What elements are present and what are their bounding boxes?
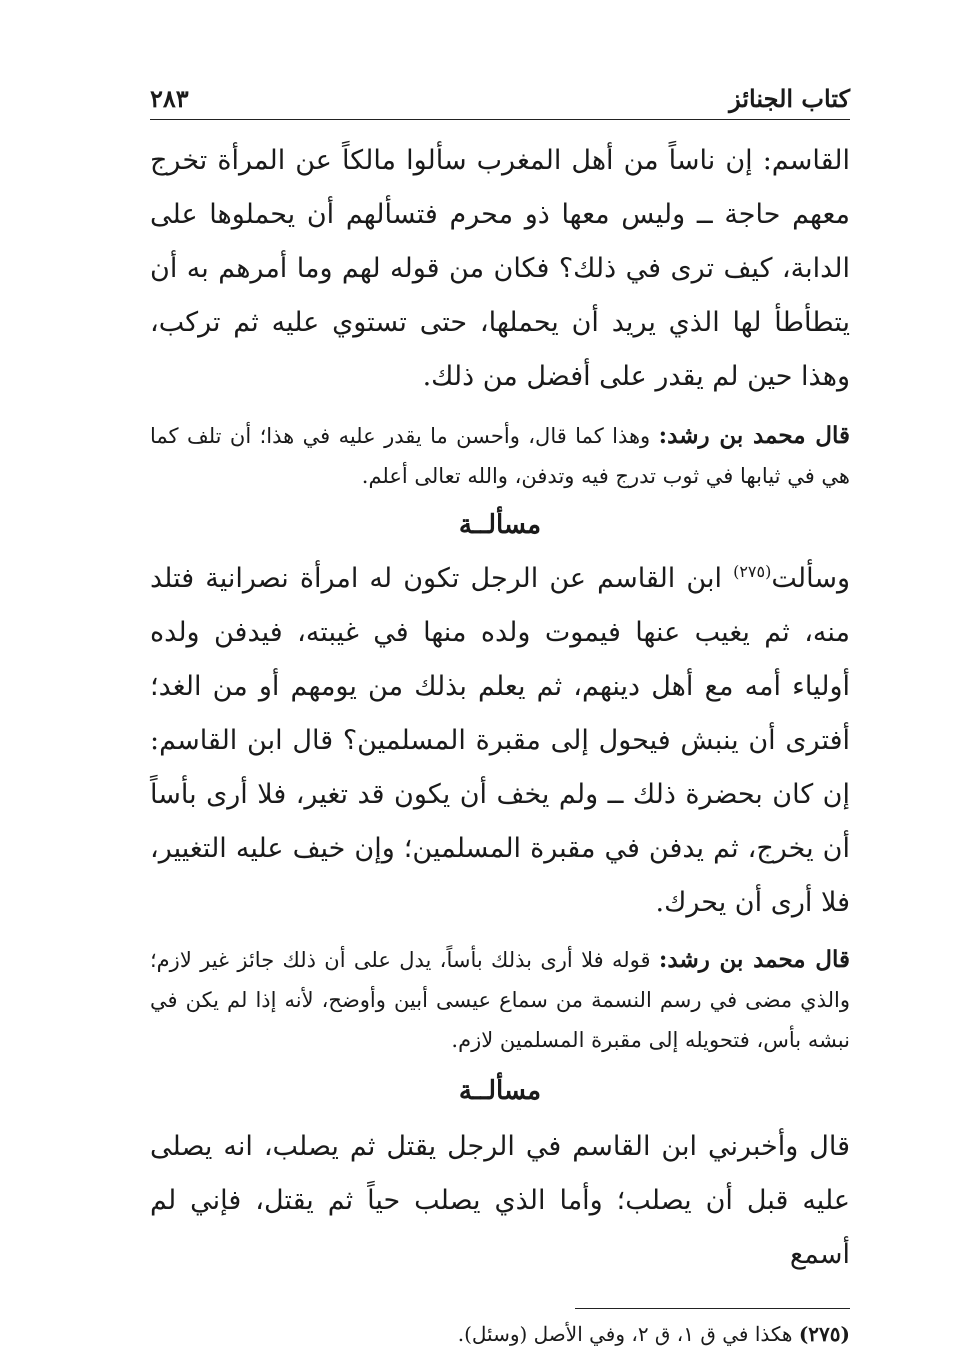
footnote-divider: [575, 1308, 850, 1309]
footnote: [150, 1319, 850, 1349]
footnote-number: (٢٧٥): [798, 1322, 850, 1346]
paragraph-main: قال وأخبرني ابن القاسم في الرجل يقتل ثم يصلب، انه يصلى عليه قبل أن يصلب؛ وأما الذي يصلب حياً ثم يقتل، فإني لم أسمع: [150, 1131, 850, 1270]
page-number: ٢٨٣: [150, 84, 189, 113]
paragraph-main: القاسم: إن ناساً من أهل المغرب سألوا مالكاً عن المرأة تخرج معهم حاجة ــ وليس معها ذو محرم فتسألهم أن يحملوها على الدابة، كيف ترى في ذلك؟ فكان من قوله لهم وما أمرهم به أن يتطأطأ لها الذي يريد أن يحملها، حتى تستوي عليه ثم تركب، وهذا حين لم يقدر على أفضل من ذلك.: [150, 145, 850, 392]
commentary-text: قوله فلا أرى بذلك بأساً، يدل على أن ذلك جائز غير لازم؛ والذي مضى في رسم النسمة من سماع عيسى أبين وأوضح، لأنه إذا لم يكن في نبشه بأس، فتحويله إلى مقبرة المسلمين لازم.: [150, 948, 850, 1052]
commentary-speaker: قال محمد بن رشد:: [658, 946, 850, 973]
paragraph-main: [150, 552, 850, 930]
paragraph-commentary: [150, 416, 850, 496]
book-page: [150, 84, 850, 1349]
paragraph-commentary: [150, 940, 850, 1060]
running-header-title: كتاب الجنائز: [729, 84, 850, 113]
paragraph-text: ابن القاسم عن الرجل تكون له امرأة نصرانية فتلد منه، ثم يغيب عنها فيموت ولده منها في غيبته، فيدفن ولده أولياء أمه مع أهل دينهم، ثم يعلم بذلك من يومهم أو من الغد؛ أفترى أن ينبش فيحول إلى مقبرة المسلمين؟ قال ابن القاسم: إن كان بحضرة ذلك ــ ولم يخف أن يكون قد تغير، فلا أرى بأساً أن يخرج، ثم يدفن في مقبرة المسلمين؛ وإن خيف عليه التغيير، فلا أرى أن يحرك.: [150, 563, 850, 918]
running-header: [150, 84, 850, 120]
commentary-speaker: قال محمد بن رشد:: [658, 422, 850, 449]
footnote-text: هكذا في ق ١، ق ٢، وفي الأصل (وسئل).: [457, 1322, 793, 1346]
footnote-reference[interactable]: (٢٧٥): [733, 562, 772, 581]
section-heading: مسألــة: [458, 510, 542, 540]
commentary-text: وهذا كما قال، وأحسن ما يقدر عليه في هذا؛ أن تلف كما هي في ثيابها في ثوب تدرج فيه وتدفن، والله تعالى أعلم.: [150, 424, 850, 488]
section-heading: مسألــة: [458, 1076, 542, 1106]
paragraph-lead: وسألت: [771, 563, 850, 594]
